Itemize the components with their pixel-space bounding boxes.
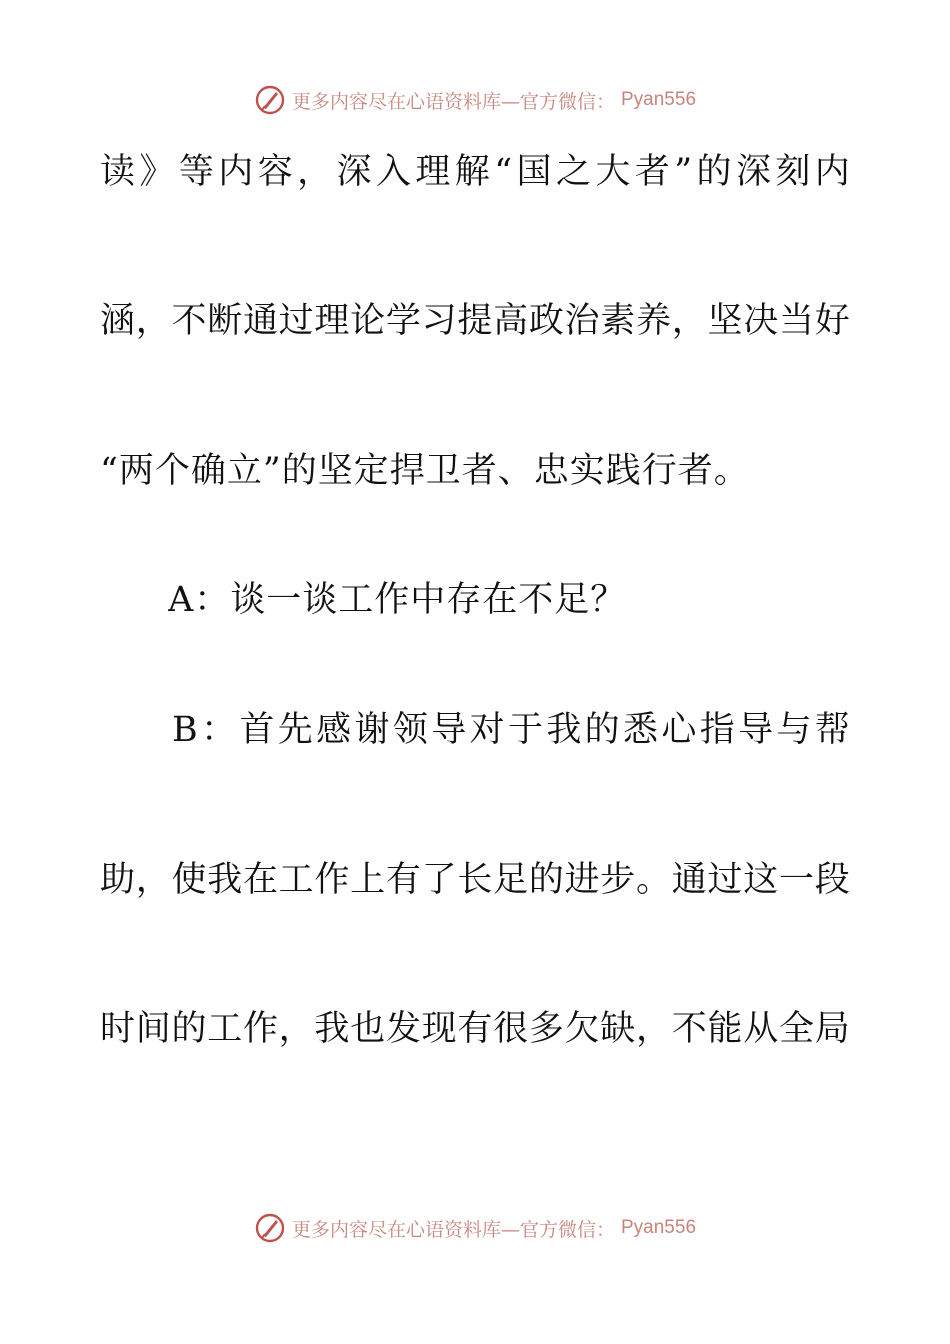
char: 学 <box>385 301 421 341</box>
char: 间 <box>135 1009 171 1049</box>
char: 国 <box>516 152 552 192</box>
char: 论 <box>350 301 386 341</box>
char: 容 <box>257 152 293 192</box>
char: ， <box>278 1009 314 1049</box>
char: 对 <box>469 710 505 750</box>
char: 与 <box>776 710 812 750</box>
char: 作 <box>242 1009 278 1049</box>
header-watermark <box>0 84 950 116</box>
char: 使 <box>171 860 207 900</box>
char: 时 <box>100 1009 136 1049</box>
char: 入 <box>375 152 411 192</box>
char: 我 <box>546 710 582 750</box>
char: 这 <box>743 860 779 900</box>
char: 心 <box>661 710 697 750</box>
char: 悉 <box>623 710 659 750</box>
char: 过 <box>278 301 314 341</box>
char: 感 <box>316 710 352 750</box>
char: 好 <box>814 301 850 341</box>
char: 的 <box>171 1009 207 1049</box>
body-line-2 <box>100 301 850 341</box>
char: 政 <box>528 301 564 341</box>
char: 现 <box>421 1009 457 1049</box>
quill-logo-icon <box>254 1212 286 1244</box>
char: 欠 <box>564 1009 600 1049</box>
footer-watermark <box>0 1212 950 1244</box>
char: 局 <box>814 1009 850 1049</box>
char: 大 <box>595 152 631 192</box>
body-line-1 <box>100 152 850 192</box>
char: 深 <box>336 152 372 192</box>
char: 通 <box>242 301 278 341</box>
char: 习 <box>421 301 457 341</box>
char: 理 <box>314 301 350 341</box>
char: 素 <box>600 301 636 341</box>
char: 我 <box>314 1009 350 1049</box>
char: 于 <box>507 710 543 750</box>
char: 了 <box>421 860 457 900</box>
char: 涵 <box>100 301 136 341</box>
char: 全 <box>778 1009 814 1049</box>
char: ， <box>636 1009 672 1049</box>
watermark-brand: Pyan556 <box>621 1217 697 1238</box>
char: 工 <box>278 860 314 900</box>
answer-line-1 <box>172 710 850 750</box>
char: 导 <box>738 710 774 750</box>
char: B <box>172 710 198 750</box>
char: ” <box>674 152 693 192</box>
char: 缺 <box>600 1009 636 1049</box>
question-line: A：谈一谈工作中存在不足？ <box>168 580 627 620</box>
char: 治 <box>564 301 600 341</box>
char: 。 <box>636 860 672 900</box>
char: 有 <box>385 860 421 900</box>
char: ， <box>671 301 707 341</box>
char: 一 <box>778 860 814 900</box>
char: 上 <box>350 860 386 900</box>
char: 的 <box>584 710 620 750</box>
char: 过 <box>707 860 743 900</box>
watermark-brand: Pyan556 <box>621 89 697 110</box>
char: 也 <box>350 1009 386 1049</box>
answer-line-3 <box>100 1009 850 1049</box>
char: 帮 <box>814 710 850 750</box>
quill-logo-icon <box>254 84 286 116</box>
char: 作 <box>314 860 350 900</box>
char: 很 <box>493 1009 529 1049</box>
char: 内 <box>218 152 254 192</box>
char: 者 <box>634 152 670 192</box>
char: 理 <box>415 152 451 192</box>
char: 工 <box>207 1009 243 1049</box>
char: ， <box>297 152 333 192</box>
char: ， <box>135 860 171 900</box>
char: 首 <box>239 710 275 750</box>
char: 谢 <box>354 710 390 750</box>
char: 多 <box>528 1009 564 1049</box>
answer-line-2 <box>100 860 850 900</box>
char: 长 <box>457 860 493 900</box>
char: 养 <box>636 301 672 341</box>
char: 不 <box>171 301 207 341</box>
watermark-text: 更多内容尽在心语资料库—官方微信： <box>291 1218 615 1241</box>
char: 当 <box>778 301 814 341</box>
char: 指 <box>699 710 735 750</box>
char: 断 <box>207 301 243 341</box>
char: 深 <box>735 152 771 192</box>
char: 能 <box>707 1009 743 1049</box>
char: 足 <box>493 860 529 900</box>
char: “ <box>494 152 513 192</box>
char: 导 <box>431 710 467 750</box>
char: 从 <box>743 1009 779 1049</box>
body-line-3: “两个确立”的坚定捍卫者、忠实践行者。 <box>100 451 750 491</box>
char: 通 <box>671 860 707 900</box>
char: 决 <box>743 301 779 341</box>
char: 步 <box>600 860 636 900</box>
char: 不 <box>671 1009 707 1049</box>
char: 先 <box>277 710 313 750</box>
char: 的 <box>528 860 564 900</box>
char: 内 <box>814 152 850 192</box>
char: 提 <box>457 301 493 341</box>
char: 》 <box>139 152 175 192</box>
char: 进 <box>564 860 600 900</box>
char: 之 <box>555 152 591 192</box>
char: 高 <box>493 301 529 341</box>
char: 段 <box>814 860 850 900</box>
char: 我 <box>207 860 243 900</box>
char: 领 <box>392 710 428 750</box>
char: 读 <box>100 152 136 192</box>
watermark-text: 更多内容尽在心语资料库—官方微信： <box>291 90 615 113</box>
char: 的 <box>696 152 732 192</box>
char: 坚 <box>707 301 743 341</box>
char: ， <box>135 301 171 341</box>
char: ： <box>201 710 237 750</box>
char: 助 <box>100 860 136 900</box>
char: 解 <box>454 152 490 192</box>
char: 刻 <box>775 152 811 192</box>
char: 在 <box>242 860 278 900</box>
char: 发 <box>385 1009 421 1049</box>
char: 有 <box>457 1009 493 1049</box>
char: 等 <box>178 152 214 192</box>
